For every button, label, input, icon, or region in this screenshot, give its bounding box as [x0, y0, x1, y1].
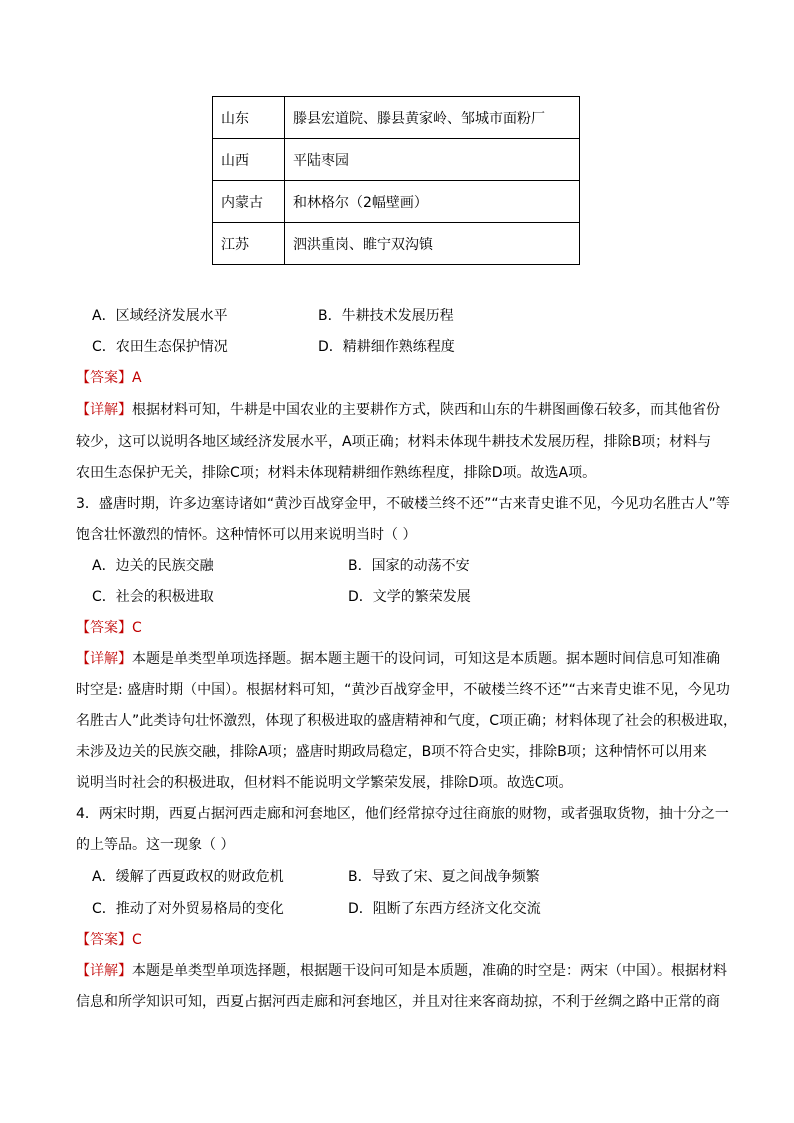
- q2-option-d: D．精耕细作熟练程度: [318, 339, 455, 355]
- detail-label: 【详解】: [76, 651, 132, 667]
- detail-label: 【详解】: [76, 963, 132, 979]
- q3-option-b: B．国家的动荡不安: [348, 558, 470, 574]
- q4-detail-line: 信息和所学知识可知，西夏占据河西走廊和河套地区，并且对往来客商劫掠，不利于丝绸之路中正常的商: [76, 994, 720, 1010]
- q4-detail-line: 【详解】本题是单类型单项选择题，根据题干设问可知是本质题，准确的时空是：两宋（中国）。根据材料: [76, 963, 727, 979]
- province-cell: 山东: [213, 97, 285, 139]
- q2-option-b: B．牛耕技术发展历程: [318, 308, 454, 324]
- q3-answer: 【答案】C: [76, 620, 142, 636]
- q3-option-a: A．边关的民族交融: [92, 558, 214, 574]
- table-row: [213, 223, 580, 265]
- q2-detail-line: 【详解】根据材料可知，牛耕是中国农业的主要耕作方式，陕西和山东的牛耕图画像石较多，而其他省份: [76, 402, 720, 418]
- q3-stem-line: 饱含壮怀激烈的情怀。这种情怀可以用来说明当时（ ）: [76, 527, 417, 543]
- table-row: [213, 139, 580, 181]
- sites-cell: 滕县宏道院、滕县黄家岭、邹城市面粉厂: [285, 97, 580, 139]
- table-row: [213, 97, 580, 139]
- q3-option-d: D．文学的繁荣发展: [348, 589, 471, 605]
- sites-cell: 平陆枣园: [285, 139, 580, 181]
- q4-option-c: C．推动了对外贸易格局的变化: [92, 901, 284, 917]
- province-cell: 内蒙古: [213, 181, 285, 223]
- q3-detail-line: 名胜古人”此类诗句壮怀激烈，体现了积极进取的盛唐精神和气度，C项正确；材料体现了社会的积极进取，: [76, 713, 738, 729]
- q3-detail-line: 【详解】本题是单类型单项选择题。据本题主题干的设问词，可知这是本质题。据本题时间信息可知准确: [76, 651, 720, 667]
- table-row: [213, 181, 580, 223]
- sites-cell: 和林格尔（2幅壁画）: [285, 181, 580, 223]
- sites-table: [212, 96, 580, 265]
- q3-detail-line: 说明当时社会的积极进取，但材料不能说明文学繁荣发展，排除D项。故选C项。: [76, 775, 573, 791]
- q2-answer: 【答案】A: [76, 370, 142, 386]
- q3-stem-line: 3．盛唐时期，许多边塞诗诸如“黄沙百战穿金甲，不破楼兰终不还”“古来青史谁不见，今见功名胜古人”等: [76, 496, 730, 512]
- province-cell: 山西: [213, 139, 285, 181]
- q2-option-a: A．区域经济发展水平: [92, 308, 228, 324]
- q4-option-d: D．阻断了东西方经济文化交流: [348, 901, 541, 917]
- q2-detail-line: 较少，这可以说明各地区域经济发展水平，A项正确；材料未体现牛耕技术发展历程，排除B项；材料与: [76, 434, 712, 450]
- q3-detail-line: 未涉及边关的民族交融，排除A项；盛唐时期政局稳定，B项不符合史实，排除B项；这种情怀可以用来: [76, 744, 707, 760]
- q3-detail-line: 时空是: 盛唐时期（中国）。根据材料可知，“黄沙百战穿金甲，不破楼兰终不还”“古来青史谁不见，今见功: [76, 682, 730, 698]
- detail-label: 【详解】: [76, 402, 132, 418]
- q4-stem-line: 的上等品。这一现象（ ）: [76, 837, 235, 853]
- q4-option-a: A．缓解了西夏政权的财政危机: [92, 869, 284, 885]
- q4-option-b: B．导致了宋、夏之间战争频繁: [348, 869, 540, 885]
- province-cell: 江苏: [213, 223, 285, 265]
- sites-cell: 泗洪重岗、睢宁双沟镇: [285, 223, 580, 265]
- q2-detail-line: 农田生态保护无关，排除C项；材料未体现精耕细作熟练程度，排除D项。故选A项。: [76, 465, 597, 481]
- q3-option-c: C．社会的积极进取: [92, 589, 214, 605]
- q4-answer: 【答案】C: [76, 932, 142, 948]
- q2-option-c: C．农田生态保护情况: [92, 339, 228, 355]
- q4-stem-line: 4．两宋时期，西夏占据河西走廊和河套地区，他们经常掠夺过往商旅的财物，或者强取货物，抽十分之一: [76, 806, 729, 822]
